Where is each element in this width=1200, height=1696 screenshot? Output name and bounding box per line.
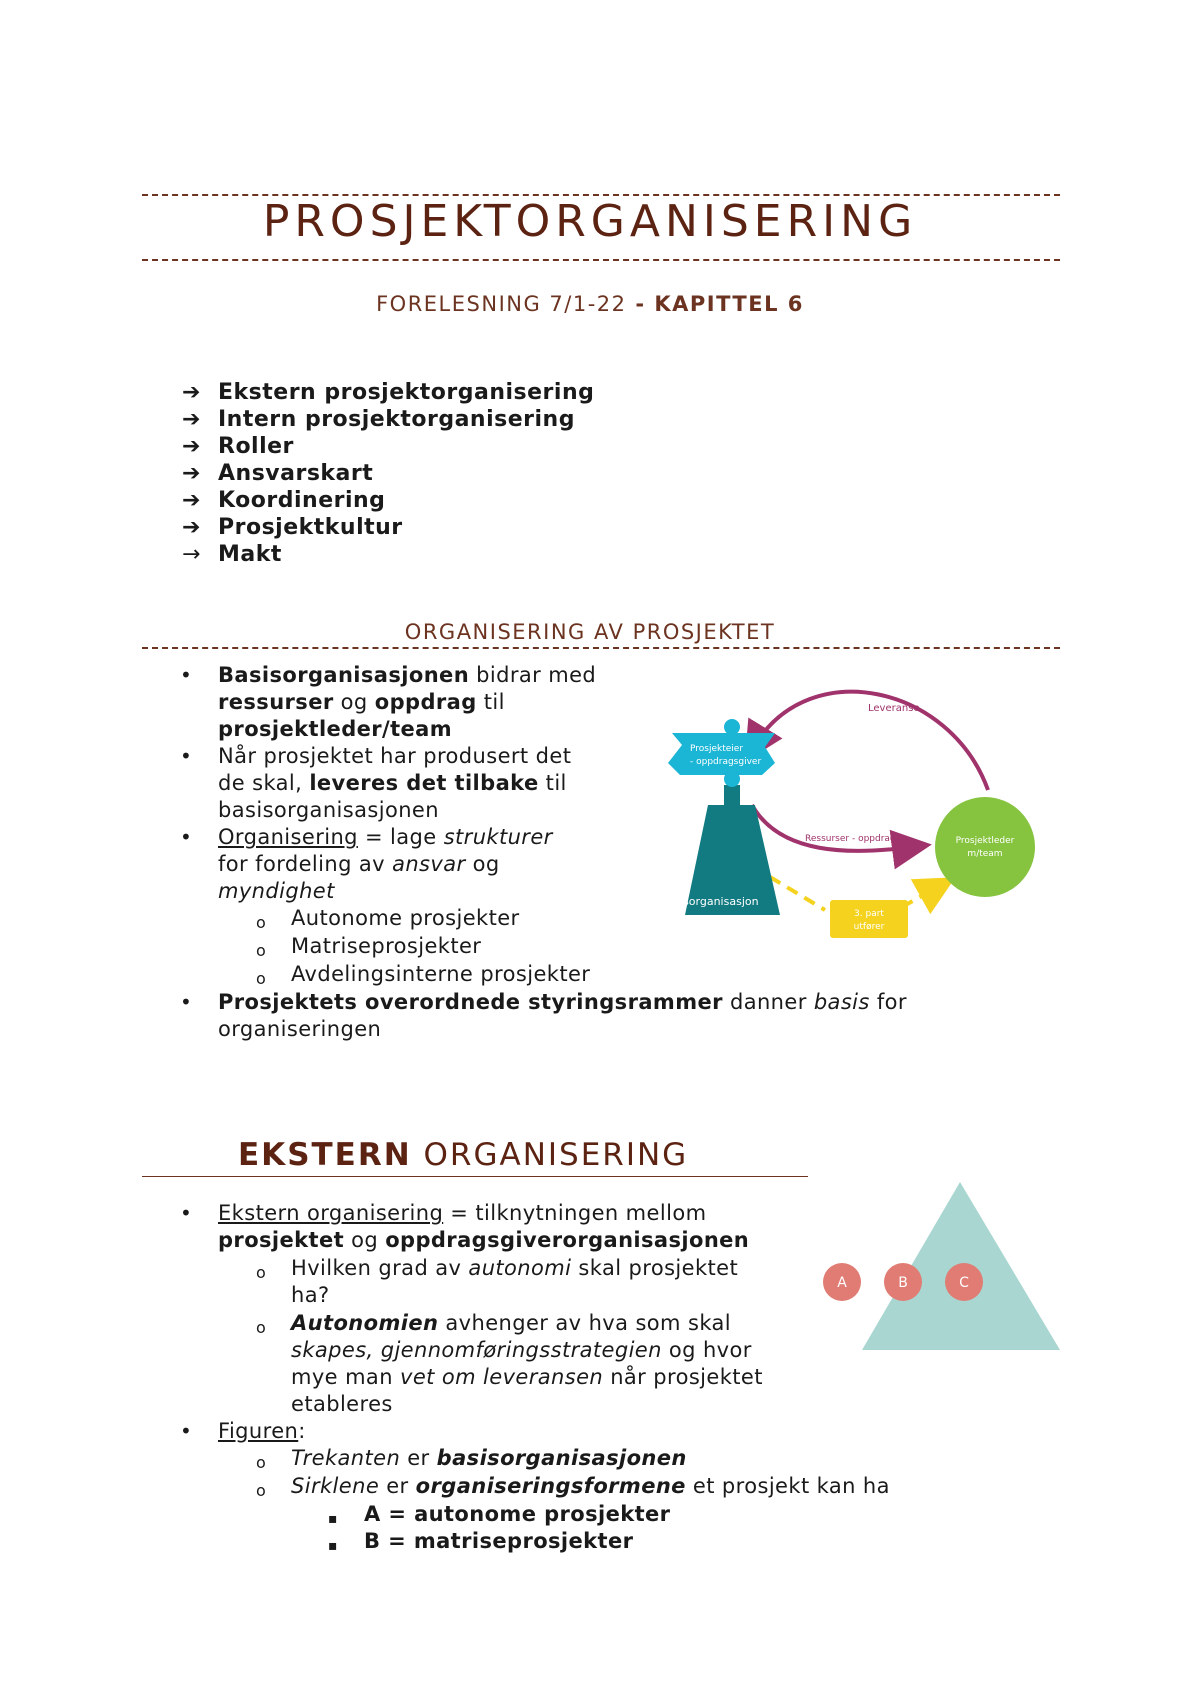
page-subtitle: FORELESNING 7/1-22 - KAPITTEL 6 xyxy=(376,292,804,316)
bullet-icon: • xyxy=(180,1201,193,1225)
base-organisation-label: Basisorganisasjon xyxy=(660,895,759,908)
third-party-box xyxy=(830,900,908,938)
sub-bullet-item: Autonomien avhenger av hva som skal skapes, gjennomføringsstrategien og hvor mye man vet om leveransen når prosjektet etableres xyxy=(291,1311,763,1416)
sub-bullet-icon: o xyxy=(256,1318,267,1337)
square-bullet-icon: ▪ xyxy=(328,1538,338,1554)
project-owner-bottom xyxy=(724,771,740,787)
square-bullet-icon: ▪ xyxy=(328,1511,338,1527)
arrow-icon: ➔ xyxy=(182,407,201,432)
section-rule xyxy=(142,647,1060,649)
third-party-label-1: 3. part xyxy=(854,909,884,919)
topic-item: ➔ Roller xyxy=(182,434,294,459)
topic-item: ➔ Intern prosjektorganisering xyxy=(182,407,575,432)
section-rule-ekstern xyxy=(142,1176,808,1177)
section-heading-ekstern: EKSTERN ORGANISERING xyxy=(238,1137,689,1173)
topic-item: → Makt xyxy=(182,542,282,567)
topic-item: ➔ Ekstern prosjektorganisering xyxy=(182,380,595,405)
bullet-item: Basisorganisasjonen bidrar med ressurser og oppdrag til prosjektleder/team xyxy=(218,663,597,741)
project-leader-label-2: m/team xyxy=(967,849,1003,859)
sub-bullet-icon: o xyxy=(256,1263,267,1282)
topic-item: ➔ Prosjektkultur xyxy=(182,515,403,540)
sub-bullet-item: Sirklene er organiseringsformene et prosjekt kan ha xyxy=(291,1474,890,1498)
sub-bullet-icon: o xyxy=(256,1453,267,1472)
section-heading: ORGANISERING AV PROSJEKTET xyxy=(404,620,776,644)
project-leader-circle xyxy=(935,797,1035,897)
leveranse-label: Leveranse xyxy=(868,703,920,714)
sub-bullet-item: Hvilken grad av autonomi skal prosjektet ha? xyxy=(291,1256,739,1307)
topic-item: ➔ Koordinering xyxy=(182,488,386,513)
bullet-icon: • xyxy=(180,825,193,849)
page-title: PROSJEKTORGANISERING xyxy=(262,196,918,247)
sub-sub-bullet-item: B = matriseprosjekter xyxy=(364,1529,634,1553)
bullet-item: Når prosjektet har produsert det de skal, leveres det tilbake til basisorganisasjonen xyxy=(218,744,572,822)
bullet-icon: • xyxy=(180,663,193,687)
sub-bullet-item: Avdelingsinterne prosjekter xyxy=(291,962,591,986)
bullet-icon: • xyxy=(180,990,193,1014)
arrow-icon: ➔ xyxy=(182,488,201,513)
sub-bullet-item: Autonome prosjekter xyxy=(291,906,520,930)
bullet-item: Ekstern organisering = tilknytningen mellom prosjektet og oppdragsgiverorganisasjonen xyxy=(218,1201,750,1252)
project-owner-top xyxy=(724,719,740,735)
arrow-icon: → xyxy=(182,542,201,567)
sub-bullet-icon: o xyxy=(256,969,267,988)
sub-bullet-item: Matriseprosjekter xyxy=(291,934,482,958)
project-owner-shape xyxy=(668,733,775,775)
project-owner-label-1: Prosjekteier xyxy=(690,744,744,754)
circle-b-label: B xyxy=(898,1275,908,1291)
triangle-diagram xyxy=(820,1180,1070,1360)
project-leader-label-1: Prosjektleder xyxy=(955,836,1015,846)
arrow-icon: ➔ xyxy=(182,380,201,405)
topic-item: ➔ Ansvarskart xyxy=(182,461,374,486)
bullet-item: Figuren: xyxy=(218,1419,306,1443)
sub-bullet-icon: o xyxy=(256,941,267,960)
bullet-item: Organisering = lage strukturer for fordeling av ansvar og myndighet xyxy=(218,825,553,903)
base-connector xyxy=(724,785,740,809)
bullet-icon: • xyxy=(180,744,193,768)
sub-bullet-icon: o xyxy=(256,913,267,932)
organisation-diagram xyxy=(650,675,1050,955)
topic-list xyxy=(182,379,594,568)
circle-a-label: A xyxy=(837,1275,847,1291)
project-owner-label-2: - oppdragsgiver xyxy=(690,757,762,767)
bullet-item: Prosjektets overordnede styringsrammer danner basis for organiseringen xyxy=(218,990,907,1041)
ressurser-label: Ressurser - oppdrag xyxy=(805,834,896,844)
sub-sub-bullet-item: A = autonome prosjekter xyxy=(364,1502,671,1526)
title-rule-bottom xyxy=(142,259,1060,261)
third-party-label-2: utfører xyxy=(853,922,885,932)
circle-c-label: C xyxy=(959,1275,969,1291)
bullet-icon: • xyxy=(180,1419,193,1443)
arrow-icon: ➔ xyxy=(182,434,201,459)
ressurser-arrow xyxy=(752,805,912,851)
arrow-icon: ➔ xyxy=(182,515,201,540)
third-party-arrow-in xyxy=(770,877,825,910)
sub-bullet-item: Trekanten er basisorganisasjonen xyxy=(291,1446,687,1470)
arrow-icon: ➔ xyxy=(182,461,201,486)
sub-bullet-icon: o xyxy=(256,1481,267,1500)
